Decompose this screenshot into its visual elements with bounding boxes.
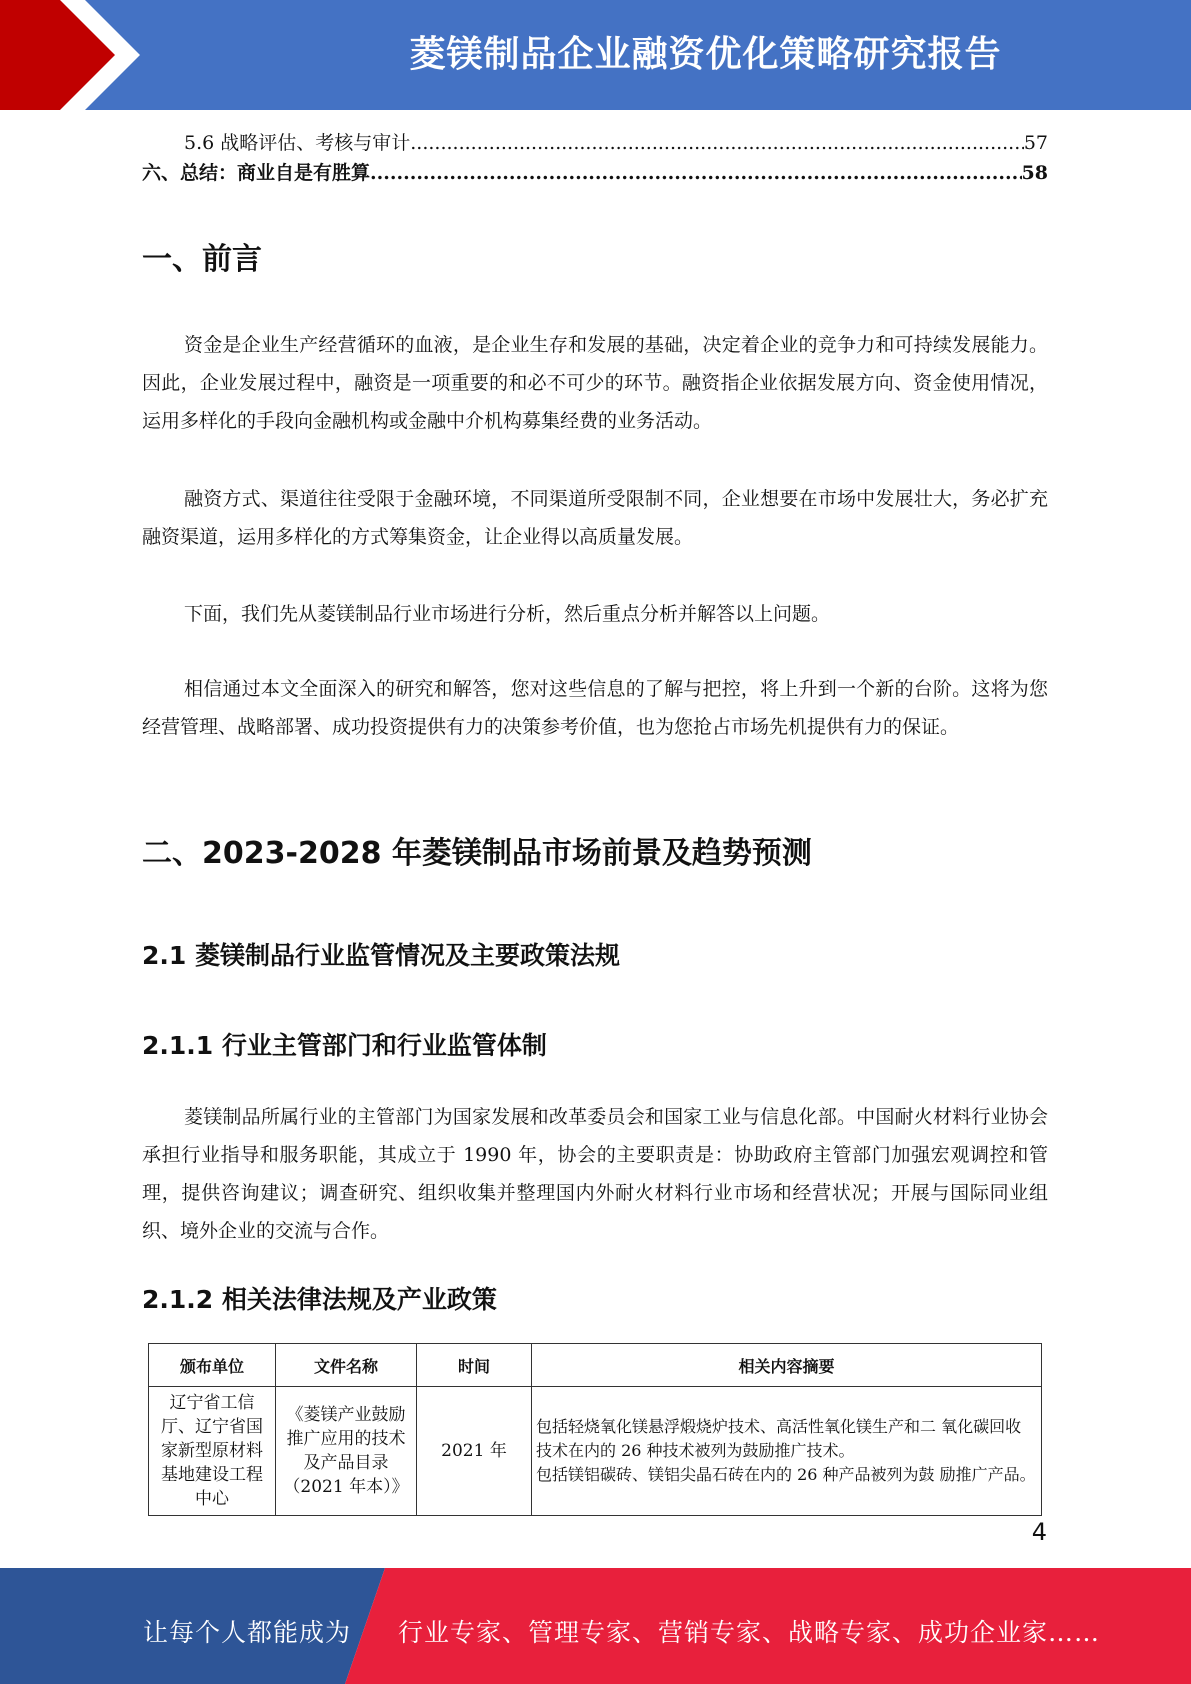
- header-chevron-icon: [0, 0, 160, 110]
- toc-entry-page: 57: [1023, 132, 1048, 154]
- footer-slogan-right: 行业专家、管理专家、营销专家、战略专家、成功企业家……: [398, 1618, 1101, 1647]
- toc-entry-label: 六、总结：商业自是有胜算: [142, 162, 371, 184]
- table-cell-issuer: 辽宁省工信厅、辽宁省国家新型原材料基地建设工程中心: [149, 1387, 276, 1516]
- subsection-heading: 2.1.2 相关法律法规及产业政策: [142, 1285, 497, 1314]
- toc-leader-dots: [370, 162, 1022, 184]
- paragraph: 相信通过本文全面深入的研究和解答，您对这些信息的了解与把控，将上升到一个新的台阶。这将为您经营管理、战略部署、成功投资提供有力的决策参考价值，也为您抢占市场先机提供有力的保证。: [142, 678, 1048, 738]
- toc-leader-dots: [410, 132, 1024, 154]
- section-heading-market: 二、2023-2028 年菱镁制品市场前景及趋势预测: [142, 836, 812, 871]
- toc-entry-label: 5.6 战略评估、考核与审计: [184, 132, 411, 154]
- summary-line: 包括轻烧氧化镁悬浮煅烧炉技术、高活性氧化镁生产和二 氧化碳回收技术在内的 26 种技术被列为鼓励推广技术。: [536, 1417, 1022, 1460]
- subsection-heading: 2.1 菱镁制品行业监管情况及主要政策法规: [142, 941, 620, 970]
- column-header: 颁布单位: [149, 1344, 276, 1387]
- table-of-contents: [142, 128, 1048, 188]
- toc-entry[interactable]: [142, 128, 1048, 158]
- column-header: 时间: [417, 1344, 532, 1387]
- table-row: [149, 1387, 1042, 1516]
- page-header: [0, 0, 1191, 110]
- report-title: 菱镁制品企业融资优化策略研究报告: [409, 34, 1002, 75]
- table-cell-time: 2021 年: [417, 1387, 532, 1516]
- section-heading-preface: 一、前言: [142, 242, 262, 277]
- toc-entry-page: 58: [1021, 162, 1048, 184]
- column-header: 相关内容摘要: [532, 1344, 1042, 1387]
- paragraph: 资金是企业生产经营循环的血液，是企业生存和发展的基础，决定着企业的竞争力和可持续发展能力。因此，企业发展过程中，融资是一项重要的和必不可少的环节。融资指企业依据发展方向、资金使用情况，运用多样化的手段向金融机构或金融中介机构募集经费的业务活动。: [142, 334, 1048, 432]
- column-header: 文件名称: [276, 1344, 417, 1387]
- table-header-row: [149, 1344, 1042, 1387]
- policy-table: [148, 1343, 1042, 1516]
- page-number: 4: [1031, 1518, 1047, 1546]
- paragraph: 融资方式、渠道往往受限于金融环境，不同渠道所受限制不同，企业想要在市场中发展壮大，务必扩充融资渠道，运用多样化的方式筹集资金，让企业得以高质量发展。: [142, 488, 1048, 548]
- paragraph: 菱镁制品所属行业的主管部门为国家发展和改革委员会和国家工业与信息化部。中国耐火材料行业协会承担行业指导和服务职能，其成立于 1990 年，协会的主要职责是：协助政府主管部门加强宏观调控和管理，提供咨询建议；调查研究、组织收集并整理国内外耐火材料行业市场和经营状况；开展与国际同业组织、境外企业的交流与合作。: [142, 1106, 1048, 1242]
- table-cell-summary: [532, 1387, 1042, 1516]
- table-cell-document: 《菱镁产业鼓励推广应用的技术及产品目录（2021 年本）》: [276, 1387, 417, 1516]
- subsection-heading: 2.1.1 行业主管部门和行业监管体制: [142, 1031, 547, 1060]
- summary-line: 包括镁铝碳砖、镁铝尖晶石砖在内的 26 种产品被列为鼓 励推广产品。: [536, 1465, 1036, 1484]
- footer-slogan-left: 让每个人都能成为: [143, 1618, 352, 1647]
- toc-entry[interactable]: [142, 158, 1048, 188]
- paragraph: 下面，我们先从菱镁制品行业市场进行分析，然后重点分析并解答以上问题。: [184, 603, 831, 625]
